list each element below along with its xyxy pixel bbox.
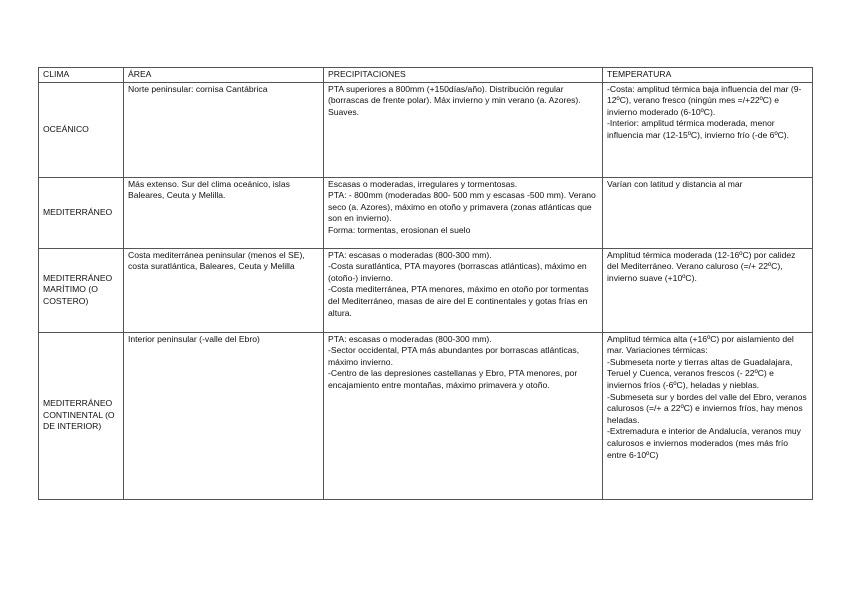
area-cell: Costa mediterránea peninsular (menos el SE), costa suratlántica, Baleares, Ceuta y Melilla <box>124 248 324 332</box>
temperatura-cell: Varían con latitud y distancia al mar <box>603 177 813 248</box>
table-row <box>39 248 813 332</box>
climate-table <box>38 67 813 500</box>
header-clima: CLIMA <box>39 68 124 83</box>
temperatura-cell: -Costa: amplitud térmica baja influencia del mar (9- 12ºC), verano fresco (ningún mes =/+22ºC) e invierno moderado (6-10ºC). -Interior: amplitud térmica moderada, menor influencia mar (12-15ºC), invierno frío (-de 6ºC). <box>603 82 813 177</box>
header-precipitaciones: PRECIPITACIONES <box>324 68 603 83</box>
precipitaciones-cell: Escasas o moderadas, irregulares y tormentosas. PTA: - 800mm (moderadas 800- 500 mm y escasas -500 mm). Verano seco (a. Azores), máximo en otoño y primavera (zonas atlánticas que son en invierno). Forma: tormentas, erosionan el suelo <box>324 177 603 248</box>
clima-cell: OCEÁNICO <box>39 82 124 177</box>
table-row <box>39 82 813 177</box>
precipitaciones-cell: PTA: escasas o moderadas (800-300 mm). -Sector occidental, PTA más abundantes por borrascas atlánticas, máximo invierno. -Centro de las depresiones castellanas y Ebro, PTA menores, por encajamiento entre montañas, máximo primavera y otoño. <box>324 332 603 499</box>
clima-cell: MEDITERRÁNEO <box>39 177 124 248</box>
precipitaciones-cell: PTA superiores a 800mm (+150días/año). Distribución regular (borrascas de frente polar). Máx invierno y min verano (a. Azores). Suaves. <box>324 82 603 177</box>
table-row <box>39 332 813 499</box>
temperatura-cell: Amplitud térmica alta (+16ºC) por aislamiento del mar. Variaciones térmicas: -Submeseta norte y tierras altas de Guadalajara, Teruel y Cuenca, veranos frescos (- 22ºC) e inviernos fríos (-6ºC), heladas y nieblas. -Submeseta sur y bordes del valle del Ebro, veranos calurosos (=/+ a 22ºC) e inviernos fríos, hay menos heladas. -Extremadura e interior de Andalucía, veranos muy calurosos e inviernos moderados (mes más frío entre 6-10ºC) <box>603 332 813 499</box>
header-area: ÁREA <box>124 68 324 83</box>
precipitaciones-cell: PTA: escasas o moderadas (800-300 mm). -Costa suratlántica, PTA mayores (borrascas atlánticas), máximo en (otoño-) invierno. -Costa mediterránea, PTA menores, máximo en otoño por tormentas del Mediterráneo, masas de aire del E continentales y gotas frías en altura. <box>324 248 603 332</box>
table-row <box>39 177 813 248</box>
temperatura-cell: Amplitud térmica moderada (12-16ºC) por calidez del Mediterráneo. Verano caluroso (=/+ 22ºC), invierno suave (+10ºC). <box>603 248 813 332</box>
table-header-row <box>39 68 813 83</box>
area-cell: Más extenso. Sur del clima oceánico, islas Baleares, Ceuta y Melilla. <box>124 177 324 248</box>
header-temperatura: TEMPERATURA <box>603 68 813 83</box>
clima-cell: MEDITERRÁNEO CONTINENTAL (O DE INTERIOR) <box>39 332 124 499</box>
clima-cell: MEDITERRÁNEO MARÍTIMO (O COSTERO) <box>39 248 124 332</box>
area-cell: Norte peninsular: cornisa Cantábrica <box>124 82 324 177</box>
area-cell: Interior peninsular (-valle del Ebro) <box>124 332 324 499</box>
